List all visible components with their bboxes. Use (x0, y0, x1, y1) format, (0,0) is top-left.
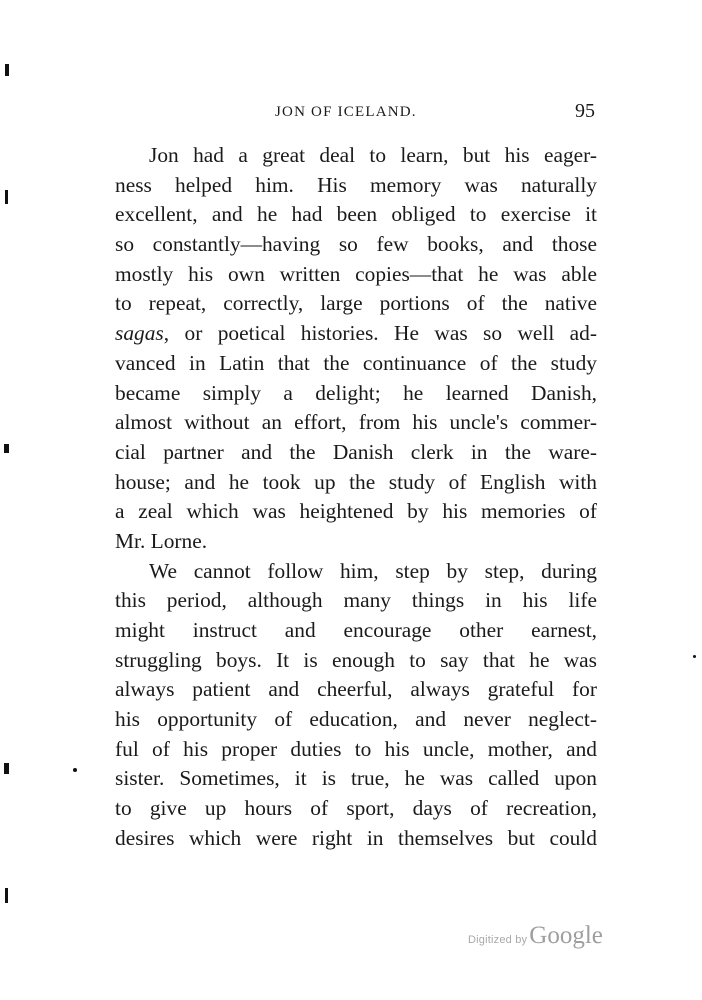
digitization-watermark (468, 922, 603, 950)
body-text (115, 141, 597, 854)
line-rest: , or poetical histories. He was so well ad- (163, 321, 597, 346)
scan-mark (5, 888, 8, 903)
text-line: always patient and cheerful, always grateful for (115, 677, 597, 702)
italic-term: sagas (115, 321, 164, 346)
text-line: house; and he took up the study of English with (115, 469, 597, 494)
text-line: cial partner and the Danish clerk in the ware- (115, 439, 597, 464)
text-line: vanced in Latin that the continuance of the study (115, 350, 597, 375)
scan-mark (5, 190, 8, 204)
text-line: excellent, and he had been obliged to exercise it (115, 202, 597, 227)
text-line: Mr. Lorne. (115, 528, 208, 553)
text-line: almost without an effort, from his uncle's commer- (115, 410, 597, 435)
text-line: his opportunity of education, and never neglect- (115, 707, 597, 732)
text-line: sister. Sometimes, it is true, he was called upon (115, 766, 597, 791)
text-line: mostly his own written copies—that he was able (115, 261, 597, 286)
scan-mark (4, 444, 9, 453)
text-line: to repeat, correctly, large portions of the native (115, 291, 597, 316)
text-line: might instruct and encourage other earnest, (115, 618, 597, 642)
text-line: became simply a delight; he learned Danish, (115, 380, 597, 405)
watermark-caption: Digitized by (468, 934, 528, 946)
scan-mark (693, 655, 696, 658)
text-line (115, 319, 597, 349)
text-line: ful of his proper duties to his uncle, mother, and (115, 736, 597, 761)
text-line: struggling boys. It is enough to say that he was (115, 647, 597, 672)
text-line: Jon had a great deal to learn, but his eager- (149, 143, 597, 167)
text-line: so constantly—having so few books, and those (115, 232, 597, 257)
text-line: desires which were right in themselves but could (115, 825, 597, 850)
text-line: We cannot follow him, step by step, during (149, 558, 597, 583)
scan-mark (4, 763, 9, 774)
scan-mark (73, 768, 77, 772)
google-logo: Google (529, 922, 603, 949)
scan-mark (5, 64, 9, 76)
text-line: a zeal which was heightened by his memories of (115, 499, 597, 524)
text-line: ness helped him. His memory was naturally (115, 172, 597, 197)
page-number: 95 (575, 100, 595, 122)
text-line: this period, although many things in his life (115, 588, 597, 613)
running-head (115, 100, 595, 130)
text-line: to give up hours of sport, days of recreation, (115, 796, 597, 821)
running-title: JON OF ICELAND. (275, 104, 417, 120)
